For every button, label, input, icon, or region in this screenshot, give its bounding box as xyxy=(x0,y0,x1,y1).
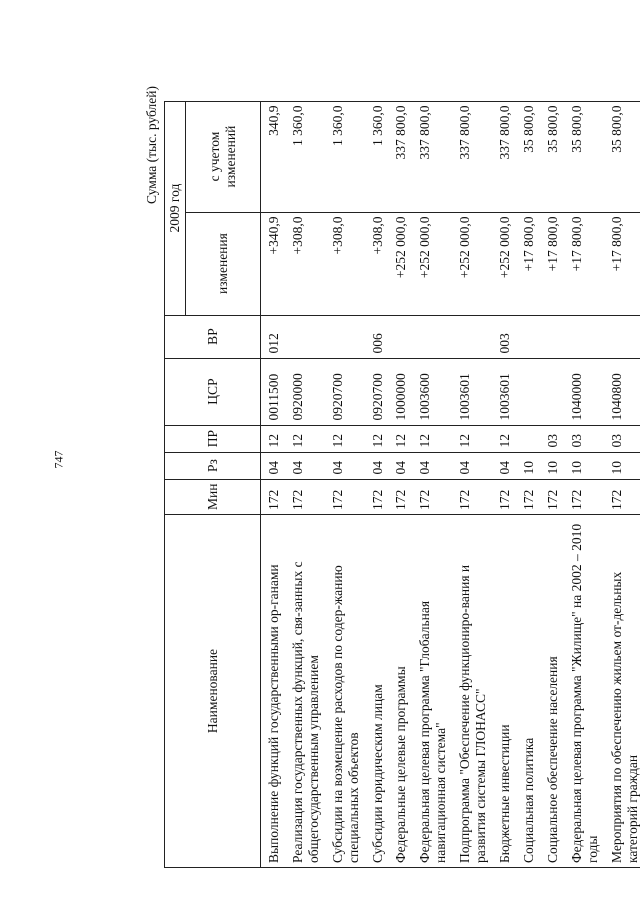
row-csr: 0920700 xyxy=(365,358,389,425)
row-total: 35 800,0 xyxy=(604,101,640,212)
header-csr: ЦСР xyxy=(165,358,261,425)
row-pr: 12 xyxy=(452,425,492,452)
row-csr: 0920700 xyxy=(325,358,365,425)
row-name: Федеральная целевая программа "Жилище" на 2002 – 2010 годы xyxy=(564,515,604,868)
row-vr xyxy=(604,315,640,358)
table-row xyxy=(412,101,452,867)
row-vr xyxy=(540,315,564,358)
row-change: +252 000,0 xyxy=(452,212,492,315)
row-total: 337 800,0 xyxy=(492,101,516,212)
row-csr: 0011500 xyxy=(260,358,284,425)
row-min: 172 xyxy=(452,479,492,514)
header-vr: ВР xyxy=(165,315,261,358)
table-row xyxy=(564,101,604,867)
table-row xyxy=(325,101,365,867)
row-total: 337 800,0 xyxy=(388,101,412,212)
row-change: +252 000,0 xyxy=(388,212,412,315)
row-min: 172 xyxy=(260,479,284,514)
table-row xyxy=(540,101,564,867)
table-row xyxy=(516,101,540,867)
row-rz: 04 xyxy=(260,452,284,479)
row-total: 1 360,0 xyxy=(325,101,365,212)
table-row xyxy=(260,101,284,867)
row-total: 35 800,0 xyxy=(564,101,604,212)
row-pr: 03 xyxy=(564,425,604,452)
row-change: +17 800,0 xyxy=(516,212,540,315)
row-vr xyxy=(452,315,492,358)
row-vr xyxy=(285,315,325,358)
row-pr: 12 xyxy=(388,425,412,452)
row-change: +17 800,0 xyxy=(564,212,604,315)
row-name: Социальная политика xyxy=(516,515,540,868)
header-rz: Рз xyxy=(165,452,261,479)
rotated-table-sheet xyxy=(144,82,640,868)
row-pr: 12 xyxy=(285,425,325,452)
table-row xyxy=(285,101,325,867)
table-body xyxy=(260,101,640,867)
header-total: с учетом изменений xyxy=(185,101,260,212)
table-row xyxy=(604,101,640,867)
row-total: 337 800,0 xyxy=(412,101,452,212)
row-csr: 1003600 xyxy=(412,358,452,425)
row-rz: 04 xyxy=(325,452,365,479)
row-total: 1 360,0 xyxy=(365,101,389,212)
row-rz: 04 xyxy=(412,452,452,479)
row-name: Субсидии на возмещение расходов по содер-жанию специальных объектов xyxy=(325,515,365,868)
row-pr: 03 xyxy=(540,425,564,452)
header-change: изменения xyxy=(185,212,260,315)
row-min: 172 xyxy=(285,479,325,514)
row-name: Реализация государственных функций, свя-занных с общегосударственным управлением xyxy=(285,515,325,868)
row-name: Подпрограмма "Обеспечение функциониро-вания и развития системы ГЛОНАСС" xyxy=(452,515,492,868)
units-caption: Сумма (тыс. рублей) xyxy=(144,86,159,204)
row-change: +308,0 xyxy=(285,212,325,315)
table-row xyxy=(492,101,516,867)
row-name: Мероприятия по обеспечению жильем от-дельных категорий граждан xyxy=(604,515,640,868)
row-csr xyxy=(540,358,564,425)
row-min: 172 xyxy=(492,479,516,514)
row-change: +340,9 xyxy=(260,212,284,315)
row-total: 1 360,0 xyxy=(285,101,325,212)
table-row xyxy=(388,101,412,867)
row-vr xyxy=(412,315,452,358)
row-pr: 12 xyxy=(412,425,452,452)
row-rz: 04 xyxy=(388,452,412,479)
row-min: 172 xyxy=(564,479,604,514)
row-min: 172 xyxy=(412,479,452,514)
row-rz: 04 xyxy=(452,452,492,479)
row-rz: 04 xyxy=(285,452,325,479)
budget-table xyxy=(164,101,640,868)
row-csr: 1040800 xyxy=(604,358,640,425)
row-csr: 1003601 xyxy=(452,358,492,425)
row-vr: 003 xyxy=(492,315,516,358)
row-total: 35 800,0 xyxy=(516,101,540,212)
row-csr: 1003601 xyxy=(492,358,516,425)
row-rz: 10 xyxy=(564,452,604,479)
row-csr: 0920000 xyxy=(285,358,325,425)
row-min: 172 xyxy=(540,479,564,514)
row-name: Выполнение функций государственными ор-ганами xyxy=(260,515,284,868)
row-name: Социальное обеспечение населения xyxy=(540,515,564,868)
row-vr xyxy=(516,315,540,358)
row-change: +252 000,0 xyxy=(492,212,516,315)
row-min: 172 xyxy=(365,479,389,514)
row-vr xyxy=(388,315,412,358)
row-change: +308,0 xyxy=(325,212,365,315)
table-row xyxy=(452,101,492,867)
row-rz: 10 xyxy=(516,452,540,479)
row-name: Бюджетные инвестиции xyxy=(492,515,516,868)
row-pr: 12 xyxy=(260,425,284,452)
header-pr: ПР xyxy=(165,425,261,452)
row-rz: 10 xyxy=(604,452,640,479)
row-min: 172 xyxy=(388,479,412,514)
row-total: 337 800,0 xyxy=(452,101,492,212)
row-pr xyxy=(516,425,540,452)
row-pr: 12 xyxy=(365,425,389,452)
row-name: Субсидии юридическим лицам xyxy=(365,515,389,868)
row-name: Федеральные целевые программы xyxy=(388,515,412,868)
row-min: 172 xyxy=(325,479,365,514)
row-min: 172 xyxy=(604,479,640,514)
row-vr: 006 xyxy=(365,315,389,358)
row-name: Федеральная целевая программа "Глобальная навигационная система" xyxy=(412,515,452,868)
row-rz: 04 xyxy=(365,452,389,479)
row-total: 340,9 xyxy=(260,101,284,212)
row-change: +17 800,0 xyxy=(540,212,564,315)
table-row xyxy=(365,101,389,867)
row-pr: 12 xyxy=(325,425,365,452)
row-csr xyxy=(516,358,540,425)
page-number: 747 xyxy=(51,450,66,469)
row-total: 35 800,0 xyxy=(540,101,564,212)
row-pr: 03 xyxy=(604,425,640,452)
row-rz: 10 xyxy=(540,452,564,479)
row-vr xyxy=(564,315,604,358)
row-rz: 04 xyxy=(492,452,516,479)
header-name: Наименование xyxy=(165,515,261,868)
row-pr: 12 xyxy=(492,425,516,452)
header-min: Мин xyxy=(165,479,261,514)
header-year: 2009 год xyxy=(165,101,186,315)
row-change: +17 800,0 xyxy=(604,212,640,315)
row-csr: 1000000 xyxy=(388,358,412,425)
row-csr: 1040000 xyxy=(564,358,604,425)
row-min: 172 xyxy=(516,479,540,514)
row-vr: 012 xyxy=(260,315,284,358)
row-change: +252 000,0 xyxy=(412,212,452,315)
row-change: +308,0 xyxy=(365,212,389,315)
row-vr xyxy=(325,315,365,358)
